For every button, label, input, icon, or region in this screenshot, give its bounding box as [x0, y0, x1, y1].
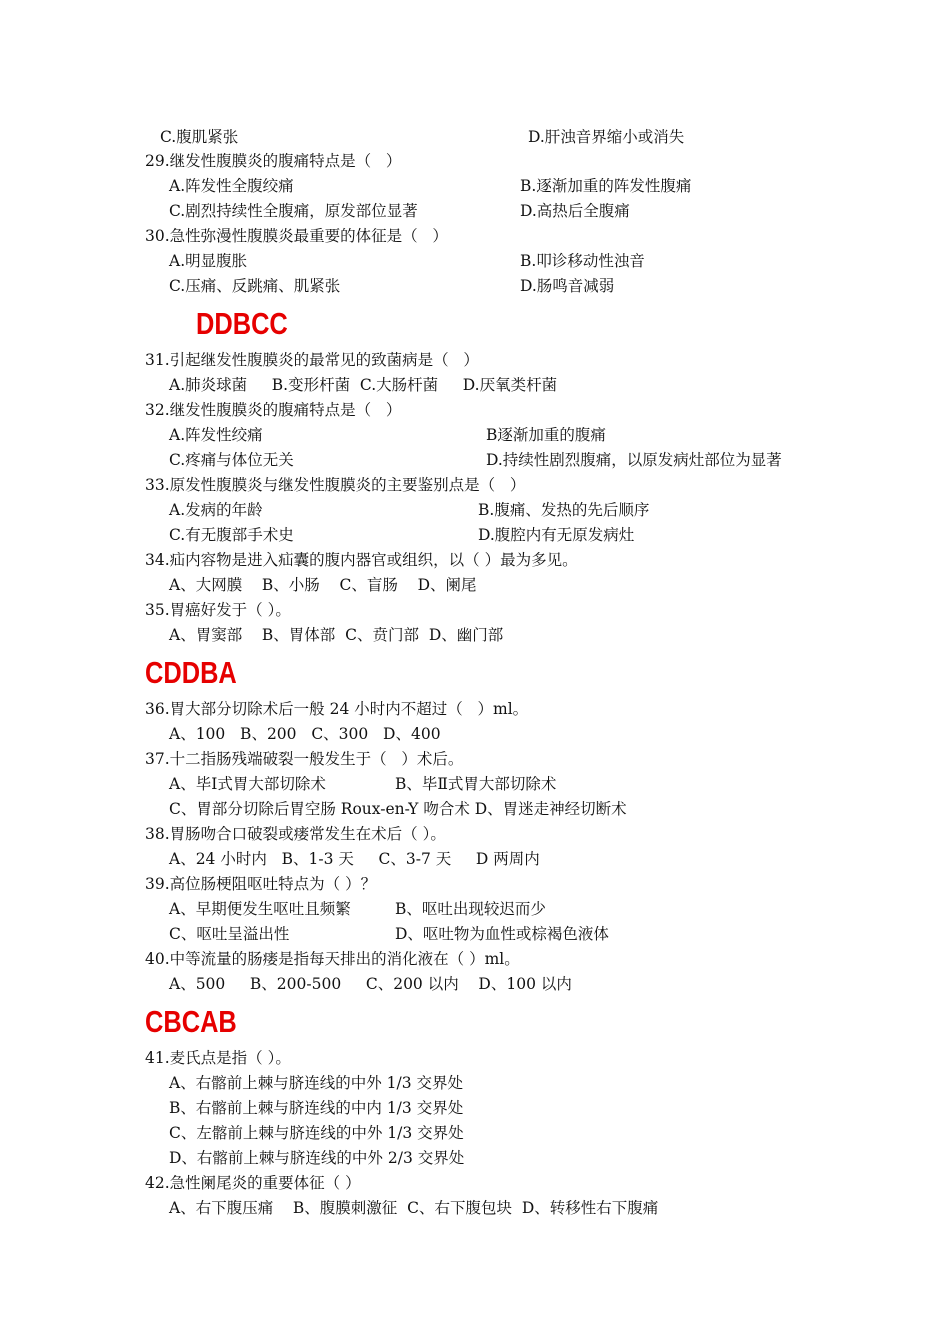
q30-stem: 30.急性弥漫性腹膜炎最重要的体征是（ ）	[145, 227, 448, 245]
q39-option-a: A、早期便发生呕吐且频繁	[169, 900, 351, 918]
q41-option-c: C、左髂前上棘与脐连线的中外 1/3 交界处	[169, 1124, 464, 1142]
q34-stem: 34.疝内容物是进入疝囊的腹内器官或组织，以（ ）最为多见。	[145, 551, 578, 569]
q28-option-c: C.腹肌紧张	[160, 128, 239, 146]
q37-stem: 37.十二指肠残端破裂一般发生于（ ）术后。	[145, 750, 464, 768]
q39-stem: 39.高位肠梗阻呕吐特点为（ ）？	[145, 875, 377, 893]
q38-stem: 38.胃肠吻合口破裂或瘘常发生在术后（ ）。	[145, 825, 446, 843]
q30-option-c: C.压痛、反跳痛、肌紧张	[169, 277, 341, 295]
q33-option-b: B.腹痛、发热的先后顺序	[478, 501, 650, 519]
answer-key-31-35: CDDBA	[145, 655, 237, 690]
q35-options: A、胃窦部 B、胃体部 C、贲门部 D、幽门部	[169, 626, 504, 644]
q41-option-b: B、右髂前上棘与脐连线的中内 1/3 交界处	[169, 1099, 464, 1117]
q33-option-c: C.有无腹部手术史	[169, 526, 294, 544]
q29-option-c: C.剧烈持续性全腹痛，原发部位显著	[169, 202, 418, 220]
q29-stem: 29.继发性腹膜炎的腹痛特点是（ ）	[145, 152, 402, 170]
q32-option-b: B逐渐加重的腹痛	[486, 426, 606, 444]
q30-option-d: D.肠鸣音减弱	[520, 277, 615, 295]
q42-options: A、右下腹压痛 B、腹膜刺激征 C、右下腹包块 D、转移性右下腹痛	[169, 1199, 659, 1217]
q42-stem: 42.急性阑尾炎的重要体征（ ）	[145, 1174, 361, 1192]
q39-option-b: B、呕吐出现较迟而少	[395, 900, 546, 918]
q29-option-d: D.高热后全腹痛	[520, 202, 630, 220]
q32-option-d: D.持续性剧烈腹痛，以原发病灶部位为显著	[486, 451, 782, 469]
answer-key-26-30: DDBCC	[196, 306, 288, 341]
q36-options: A、100 B、200 C、300 D、400	[169, 725, 441, 743]
q32-option-a: A.阵发性绞痛	[169, 426, 263, 444]
q29-option-b: B.逐渐加重的阵发性腹痛	[520, 177, 692, 195]
q38-options: A、24 小时内 B、1-3 天 C、3-7 天 D 两周内	[169, 850, 540, 868]
q41-option-a: A、右髂前上棘与脐连线的中外 1/3 交界处	[169, 1074, 463, 1092]
q31-options: A.肺炎球菌 B.变形杆菌 C.大肠杆菌 D.厌氧类杆菌	[169, 376, 558, 394]
q40-stem: 40.中等流量的肠瘘是指每天排出的消化液在（ ）ml。	[145, 950, 520, 968]
q31-stem: 31.引起继发性腹膜炎的最常见的致菌病是（ ）	[145, 351, 479, 369]
q41-stem: 41.麦氏点是指（ ）。	[145, 1049, 291, 1067]
q29-option-a: A.阵发性全腹绞痛	[169, 177, 294, 195]
q37-option-a: A、毕Ⅰ式胃大部切除术	[169, 775, 326, 793]
q40-options: A、500 B、200-500 C、200 以内 D、100 以内	[169, 975, 572, 993]
q37-option-cd: C、胃部分切除后胃空肠 Roux-en-Y 吻合术 D、胃迷走神经切断术	[169, 800, 627, 818]
q35-stem: 35.胃癌好发于（ ）。	[145, 601, 291, 619]
q33-option-d: D.腹腔内有无原发病灶	[478, 526, 635, 544]
q39-option-d: D、呕吐物为血性或棕褐色液体	[395, 925, 609, 943]
q33-option-a: A.发病的年龄	[169, 501, 263, 519]
q30-option-a: A.明显腹胀	[169, 252, 248, 270]
q30-option-b: B.叩诊移动性浊音	[520, 252, 645, 270]
q37-option-b: B、毕Ⅱ式胃大部切除术	[395, 775, 557, 793]
q33-stem: 33.原发性腹膜炎与继发性腹膜炎的主要鉴别点是（ ）	[145, 476, 526, 494]
q36-stem: 36.胃大部分切除术后一般 24 小时内不超过（ ）ml。	[145, 700, 529, 718]
q39-option-c: C、呕吐呈溢出性	[169, 925, 290, 943]
q32-option-c: C.疼痛与体位无关	[169, 451, 294, 469]
q34-options: A、大网膜 B、小肠 C、盲肠 D、阑尾	[169, 576, 477, 594]
q28-option-d: D.肝浊音界缩小或消失	[528, 128, 685, 146]
answer-key-36-40: CBCAB	[145, 1004, 237, 1039]
q41-option-d: D、右髂前上棘与脐连线的中外 2/3 交界处	[169, 1149, 465, 1167]
q32-stem: 32.继发性腹膜炎的腹痛特点是（ ）	[145, 401, 402, 419]
